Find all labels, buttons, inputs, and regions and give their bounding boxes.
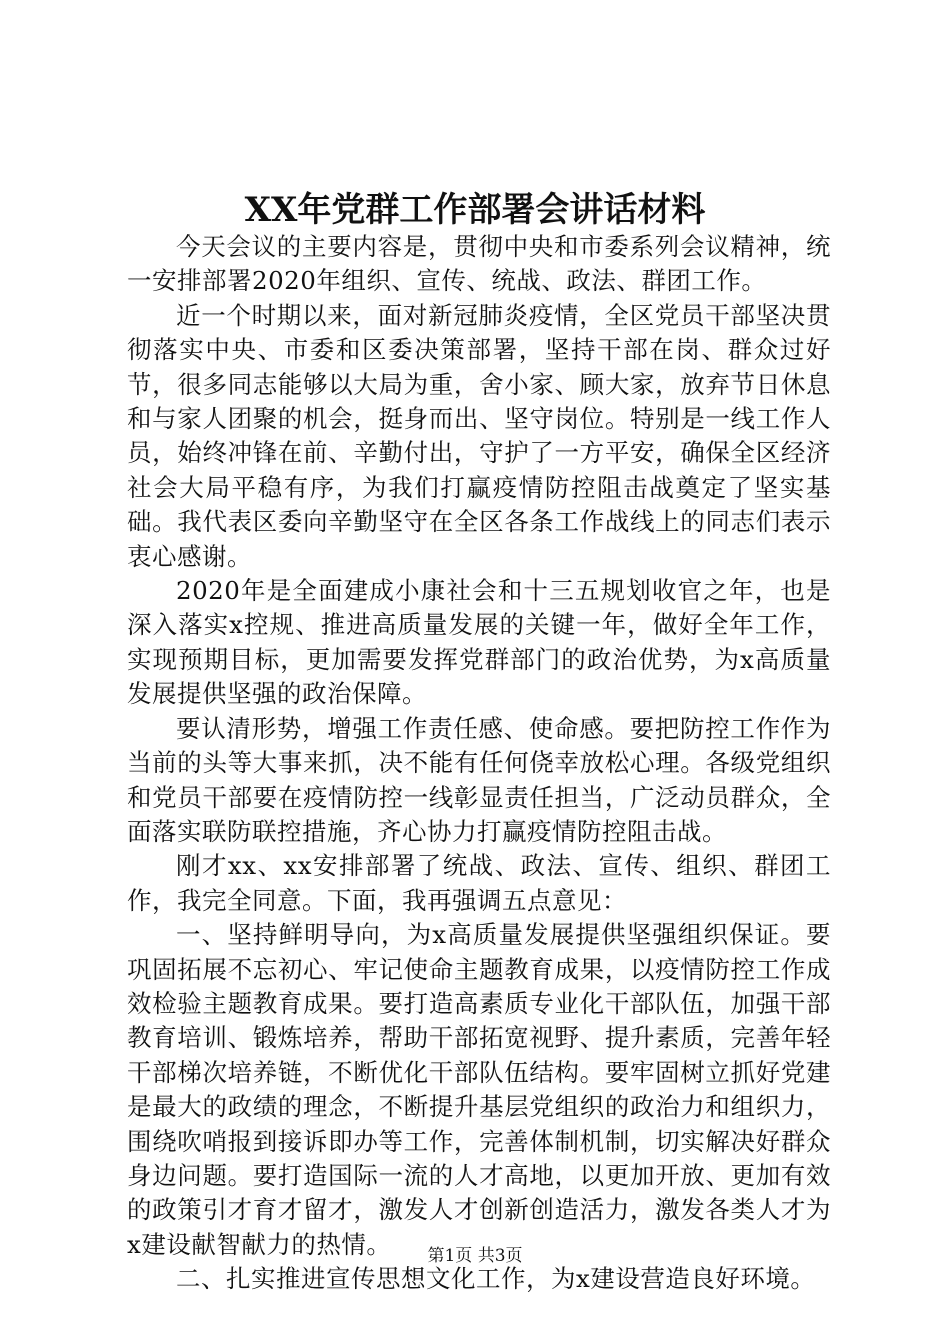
paragraph-7: 二、扎实推进宣传思想文化工作，为x建设营造良好环境。 [176, 1264, 816, 1294]
paragraph-2: 近一个时期以来，面对新冠肺炎疫情，全区党员干部坚决贯彻落实中央、市委和区委决策部署，坚持干部在岗、群众过好节，很多同志能够以大局为重，舍小家、顾大家，放弃节日休息和与家人团聚的机会，挺身而出、坚守岗位。特别是一线工作人员，始终冲锋在前、辛勤付出，守护了一方平安，确保全区经济社会大局平稳有序，为我们打赢疫情防控阻击战奠定了坚实基础。我代表区委向辛勤坚守在全区各条工作战线上的同志们表示衷心感谢。 [127, 300, 831, 571]
paragraph-3: 2020年是全面建成小康社会和十三五规划收官之年，也是深入落实x控规、推进高质量发展的关键一年，做好全年工作，实现预期目标，更加需要发挥党群部门的政治优势，为x高质量发展提供坚强的政治保障。 [127, 576, 831, 709]
paragraph-5: 刚才xx、xx安排部署了统战、政法、宣传、组织、群团工作，我完全同意。下面，我再强调五点意见： [127, 851, 831, 915]
paragraph-6: 一、坚持鲜明导向，为x高质量发展提供坚强组织保证。要巩固拓展不忘初心、牢记使命主题教育成果，以疫情防控工作成效检验主题教育成果。要打造高素质专业化干部队伍，加强干部教育培训、锻炼培养，帮助干部拓宽视野、提升素质，完善年轻干部梯次培养链，不断优化干部队伍结构。要牢固树立抓好党建是最大的政绩的理念，不断提升基层党组织的政治力和组织力，围绕吹哨报到接诉即办等工作，完善体制机制，切实解决好群众身边问题。要打造国际一流的人才高地，以更加开放、更加有效的政策引才育才留才，激发人才创新创造活力，激发各类人才为x建设献智献力的热情。 [127, 920, 831, 1259]
page-footer: 第1页 共3页 [427, 1246, 523, 1266]
paragraph-4: 要认清形势，增强工作责任感、使命感。要把防控工作作为当前的头等大事来抓，决不能有任何侥幸放松心理。各级党组织和党员干部要在疫情防控一线彰显责任担当，广泛动员群众，全面落实联防联控措施，齐心协力打赢疫情防控阻击战。 [127, 713, 831, 846]
page-title: XX年党群工作部署会讲话材料 [244, 190, 706, 230]
paragraph-1: 今天会议的主要内容是，贯彻中央和市委系列会议精神，统一安排部署2020年组织、宣传、统战、政法、群团工作。 [127, 232, 831, 296]
document-body [127, 230, 831, 1297]
